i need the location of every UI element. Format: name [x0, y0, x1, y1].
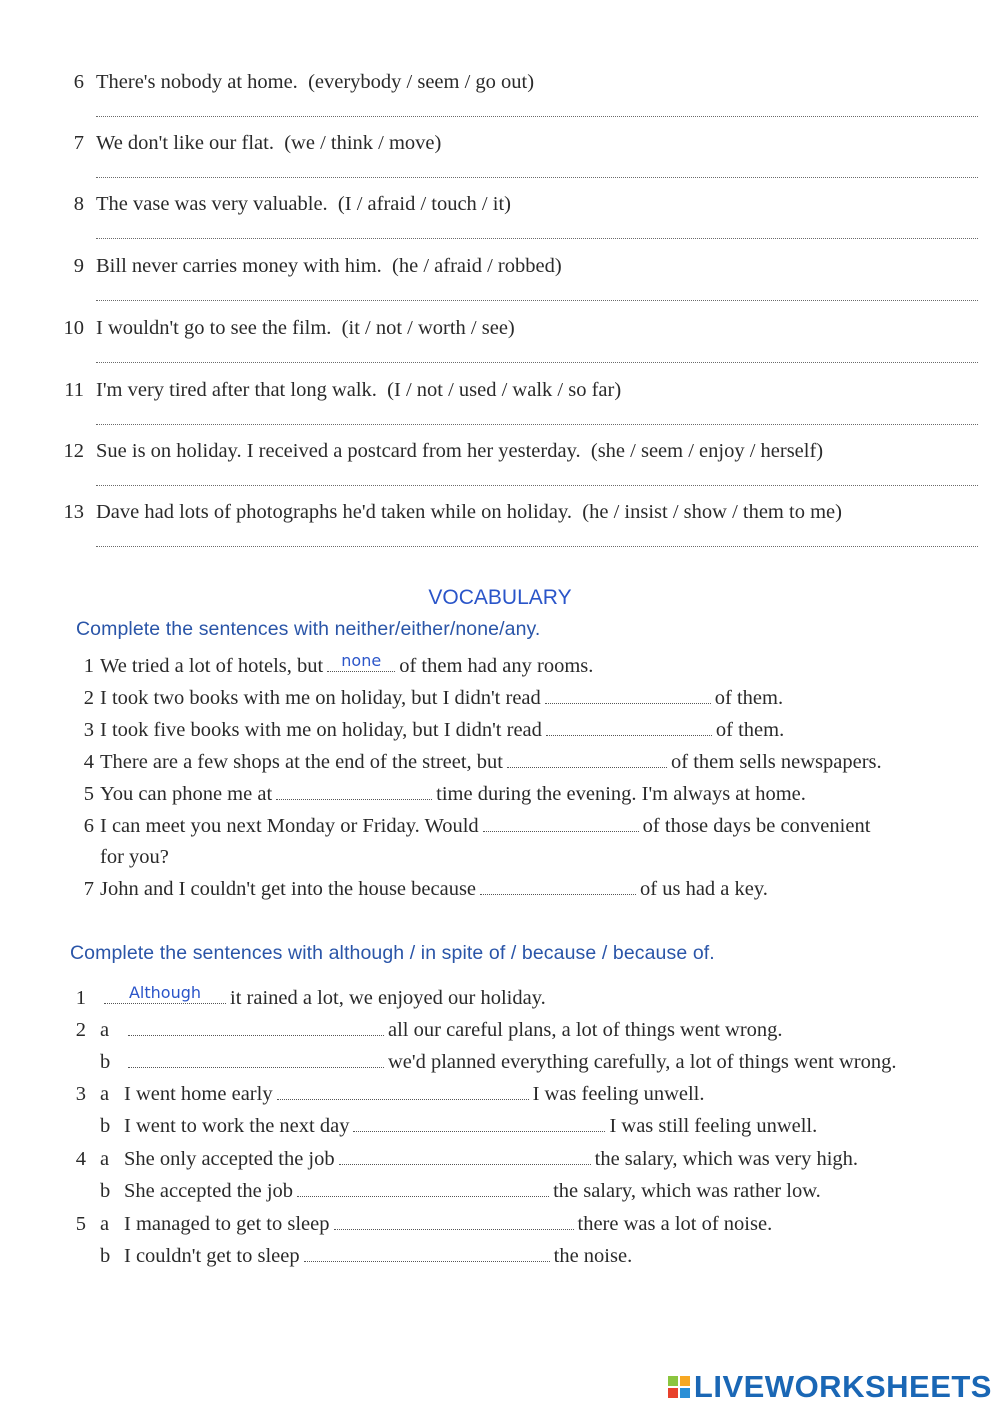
gap-sentence — [100, 877, 768, 901]
answer-line[interactable] — [96, 362, 978, 363]
answer-blank[interactable] — [128, 1051, 384, 1068]
filled-answer: Although — [128, 983, 202, 1002]
prompt-words: (he / afraid / robbed) — [392, 255, 562, 277]
text-after-gap: we'd planned everything carefully, a lot of things went wrong. — [388, 1051, 897, 1073]
prompt-words: (she / seem / enjoy / herself) — [590, 440, 824, 462]
prompt-words: (I / not / used / walk / so far) — [387, 379, 622, 401]
spacer — [274, 132, 284, 154]
item-number: 12 — [63, 440, 84, 462]
item-number: 5 — [75, 1213, 86, 1235]
text-before-gap: I went home early — [124, 1083, 273, 1105]
gap-sentence — [100, 1050, 896, 1074]
sub-letter: a — [100, 1019, 110, 1041]
answer-blank[interactable] — [334, 1213, 574, 1230]
item-number: 2 — [75, 1019, 86, 1041]
item-sentence — [96, 131, 441, 155]
text-before-gap: There are a few shops at the end of the street, but — [100, 751, 504, 773]
answer-blank[interactable] — [277, 1083, 529, 1100]
answer-line[interactable] — [96, 116, 978, 117]
item-sentence — [96, 254, 562, 278]
item-number: 1 — [75, 987, 86, 1009]
answer-blank[interactable] — [327, 651, 395, 672]
sentence-text: There's nobody at home. — [96, 71, 298, 93]
text-before-gap: I managed to get to sleep — [124, 1213, 330, 1235]
answer-blank[interactable] — [353, 1115, 605, 1132]
item-number: 11 — [64, 379, 84, 401]
answer-line[interactable] — [96, 424, 978, 425]
text-before-gap: You can phone me at — [100, 783, 273, 805]
text-before-gap: I couldn't get to sleep — [124, 1245, 300, 1267]
gap-sentence — [100, 651, 594, 678]
item-sentence — [96, 500, 842, 524]
sub-letter: b — [100, 1180, 111, 1202]
text-after-gap: all our careful plans, a lot of things went wrong. — [388, 1019, 783, 1041]
answer-blank[interactable] — [546, 719, 712, 736]
gap-sentence — [100, 750, 882, 774]
gap-sentence — [100, 814, 870, 838]
item-number: 6 — [73, 71, 84, 93]
item-number: 7 — [73, 132, 84, 154]
answer-blank[interactable] — [507, 751, 667, 768]
sentence-text: The vase was very valuable. — [96, 193, 328, 215]
text-after-gap: the noise. — [553, 1245, 633, 1267]
text-after-gap: of them had any rooms. — [399, 655, 594, 677]
text-after-gap: of them. — [714, 687, 784, 709]
item-number: 3 — [83, 719, 94, 741]
spacer — [331, 317, 341, 339]
text-after-gap: of them sells newspapers. — [671, 751, 882, 773]
item-number: 1 — [83, 655, 94, 677]
item-sentence — [96, 316, 515, 340]
logo-square-blue — [680, 1388, 690, 1398]
prompt-words: (he / insist / show / them to me) — [582, 501, 842, 523]
gap-sentence — [100, 1018, 783, 1042]
text-after-gap: of them. — [715, 719, 785, 741]
liveworksheets-logo-icon — [668, 1376, 690, 1398]
item-sentence — [96, 192, 511, 216]
sub-letter: a — [100, 1213, 110, 1235]
gap-sentence — [100, 1244, 632, 1268]
text-after-gap: time during the evening. I'm always at home. — [436, 783, 806, 805]
gap-sentence — [100, 1212, 772, 1236]
answer-blank[interactable] — [128, 1019, 384, 1036]
text-after-gap: it rained a lot, we enjoyed our holiday. — [230, 987, 546, 1009]
vocabulary-heading: VOCABULARY — [428, 586, 572, 609]
item-number: 2 — [83, 687, 94, 709]
gap-sentence — [100, 983, 546, 1010]
item-number: 4 — [83, 751, 94, 773]
item-number: 13 — [63, 501, 84, 523]
filled-answer: none — [341, 651, 382, 670]
item-number: 7 — [83, 878, 94, 900]
text-after-gap: of those days be convenient — [642, 815, 871, 837]
answer-blank[interactable] — [297, 1180, 549, 1197]
answer-line[interactable] — [96, 485, 978, 486]
gap-sentence — [100, 1082, 705, 1106]
gap-sentence — [100, 1147, 858, 1171]
sentence-continuation: for you? — [100, 846, 169, 868]
item-sentence — [96, 439, 823, 463]
logo-square-green — [668, 1376, 678, 1386]
liveworksheets-brand: LIVEWORKSHEETS — [693, 1369, 992, 1404]
item-number: 5 — [83, 783, 94, 805]
gap-sentence — [100, 1114, 817, 1138]
sub-letter: b — [100, 1051, 111, 1073]
logo-square-orange — [680, 1376, 690, 1386]
answer-line[interactable] — [96, 546, 978, 547]
text-before-gap: I took two books with me on holiday, but I didn't read — [100, 687, 541, 709]
sentence-text: Sue is on holiday. I received a postcard from her yesterday. — [96, 440, 581, 462]
answer-blank[interactable] — [483, 815, 639, 832]
logo-square-red — [668, 1388, 678, 1398]
text-before-gap: I can meet you next Monday or Friday. Would — [100, 815, 479, 837]
text-before-gap: I took five books with me on holiday, but I didn't read — [100, 719, 542, 741]
text-before-gap: She only accepted the job — [124, 1148, 335, 1170]
item-number: 3 — [75, 1083, 86, 1105]
spacer — [382, 255, 392, 277]
answer-line[interactable] — [96, 300, 978, 301]
text-after-gap: I was still feeling unwell. — [609, 1115, 818, 1137]
text-after-gap: there was a lot of noise. — [577, 1213, 773, 1235]
text-before-gap: John and I couldn't get into the house because — [100, 878, 477, 900]
answer-line[interactable] — [96, 177, 978, 178]
gap-sentence — [100, 782, 806, 806]
spacer — [581, 440, 591, 462]
gap-sentence — [100, 686, 783, 710]
spacer — [377, 379, 387, 401]
item-sentence — [96, 70, 534, 94]
prompt-words: (everybody / seem / go out) — [308, 71, 535, 93]
gap-sentence — [100, 1179, 821, 1203]
sub-letter: b — [100, 1115, 111, 1137]
text-before-gap: She accepted the job — [124, 1180, 294, 1202]
conjunctions-instruction: Complete the sentences with although / in spite of / because / because of. — [70, 942, 715, 964]
answer-blank[interactable] — [104, 983, 226, 1004]
item-number: 10 — [63, 317, 84, 339]
text-after-gap: I was feeling unwell. — [532, 1083, 705, 1105]
prompt-words: (I / afraid / touch / it) — [337, 193, 511, 215]
answer-blank[interactable] — [339, 1148, 591, 1165]
item-number: 4 — [75, 1148, 86, 1170]
text-after-gap: the salary, which was very high. — [594, 1148, 859, 1170]
item-sentence — [96, 378, 621, 402]
spacer — [328, 193, 338, 215]
answer-blank[interactable] — [545, 687, 711, 704]
text-after-gap: of us had a key. — [640, 878, 768, 900]
spacer — [298, 71, 308, 93]
item-number: 6 — [83, 815, 94, 837]
sentence-text: Dave had lots of photographs he'd taken while on holiday. — [96, 501, 573, 523]
text-before-gap: We tried a lot of hotels, but — [100, 655, 324, 677]
sentence-text: I'm very tired after that long walk. — [96, 379, 377, 401]
sub-letter: a — [100, 1148, 110, 1170]
text-before-gap: I went to work the next day — [124, 1115, 350, 1137]
prompt-words: (it / not / worth / see) — [341, 317, 515, 339]
answer-blank[interactable] — [276, 783, 432, 800]
sub-letter: a — [100, 1083, 110, 1105]
liveworksheets-footer — [668, 1369, 992, 1405]
text-after-gap: the salary, which was rather low. — [553, 1180, 821, 1202]
gap-sentence — [100, 718, 784, 742]
prompt-words: (we / think / move) — [284, 132, 442, 154]
sentence-text: Bill never carries money with him. — [96, 255, 382, 277]
answer-line[interactable] — [96, 238, 978, 239]
spacer — [572, 501, 582, 523]
answer-blank[interactable] — [480, 878, 636, 895]
item-number: 8 — [73, 193, 84, 215]
sub-letter: b — [100, 1245, 111, 1267]
answer-blank[interactable] — [304, 1245, 550, 1262]
sentence-text: I wouldn't go to see the film. — [96, 317, 332, 339]
vocabulary-instruction: Complete the sentences with neither/either/none/any. — [76, 618, 541, 640]
item-number: 9 — [73, 255, 84, 277]
sentence-text: We don't like our flat. — [96, 132, 274, 154]
